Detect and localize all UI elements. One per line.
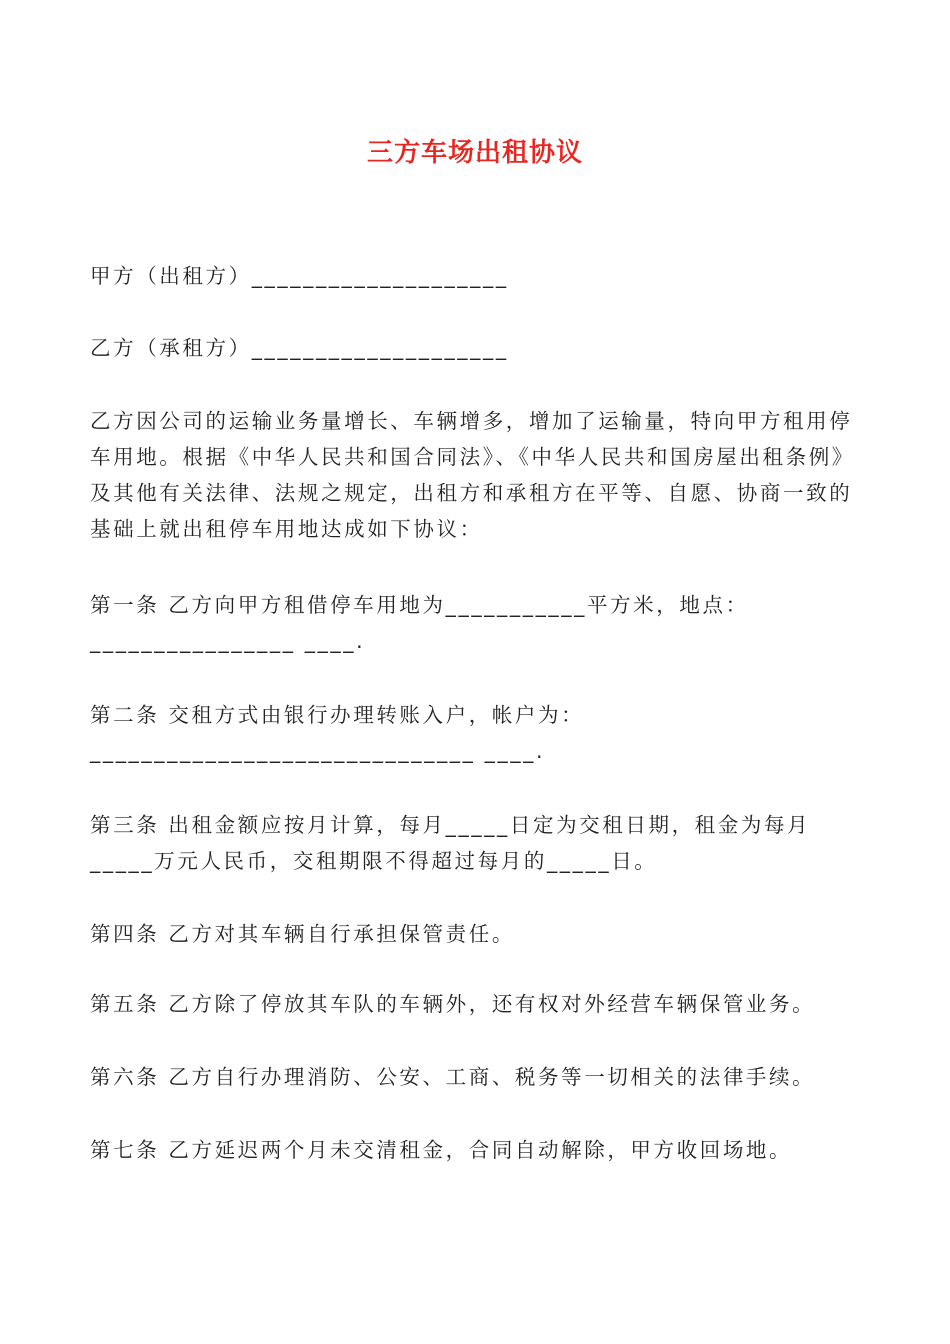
document-title: 三方车场出租协议 <box>366 138 583 168</box>
article-3: 第三条 出租金额应按月计算，每月_____日定为交租日期，租金为每月_____万元人民币，交租期限不得超过每月的_____日。 <box>90 813 811 873</box>
article-6: 第六条 乙方自行办理消防、公安、工商、税务等一切相关的法律手续。 <box>90 1065 816 1089</box>
article-5: 第五条 乙方除了停放其车队的车辆外，还有权对外经营车辆保管业务。 <box>90 992 816 1016</box>
party-b-line: 乙方（承租方）____________________ <box>90 336 509 360</box>
article-2: 第二条 交租方式由银行办理转账入户，帐户为：______________________________ ____. <box>90 703 585 763</box>
intro-paragraph: 乙方因公司的运输业务量增长、车辆增多，增加了运输量，特向甲方租用停车用地。根据《中华人民共和国合同法》、《中华人民共和国房屋出租条例》及其他有关法律、法规之规定，出租方和承租方在平等、自愿、协商一致的基础上就出租停车用地达成如下协议： <box>90 409 855 541</box>
party-a-line: 甲方（出租方）____________________ <box>90 264 509 288</box>
article-4: 第四条 乙方对其车辆自行承担保管责任。 <box>90 922 515 946</box>
article-7: 第七条 乙方延迟两个月未交清租金，合同自动解除，甲方收回场地。 <box>90 1138 793 1162</box>
article-1: 第一条 乙方向甲方租借停车用地为___________平方米，地点：________________ ____. <box>90 593 749 653</box>
